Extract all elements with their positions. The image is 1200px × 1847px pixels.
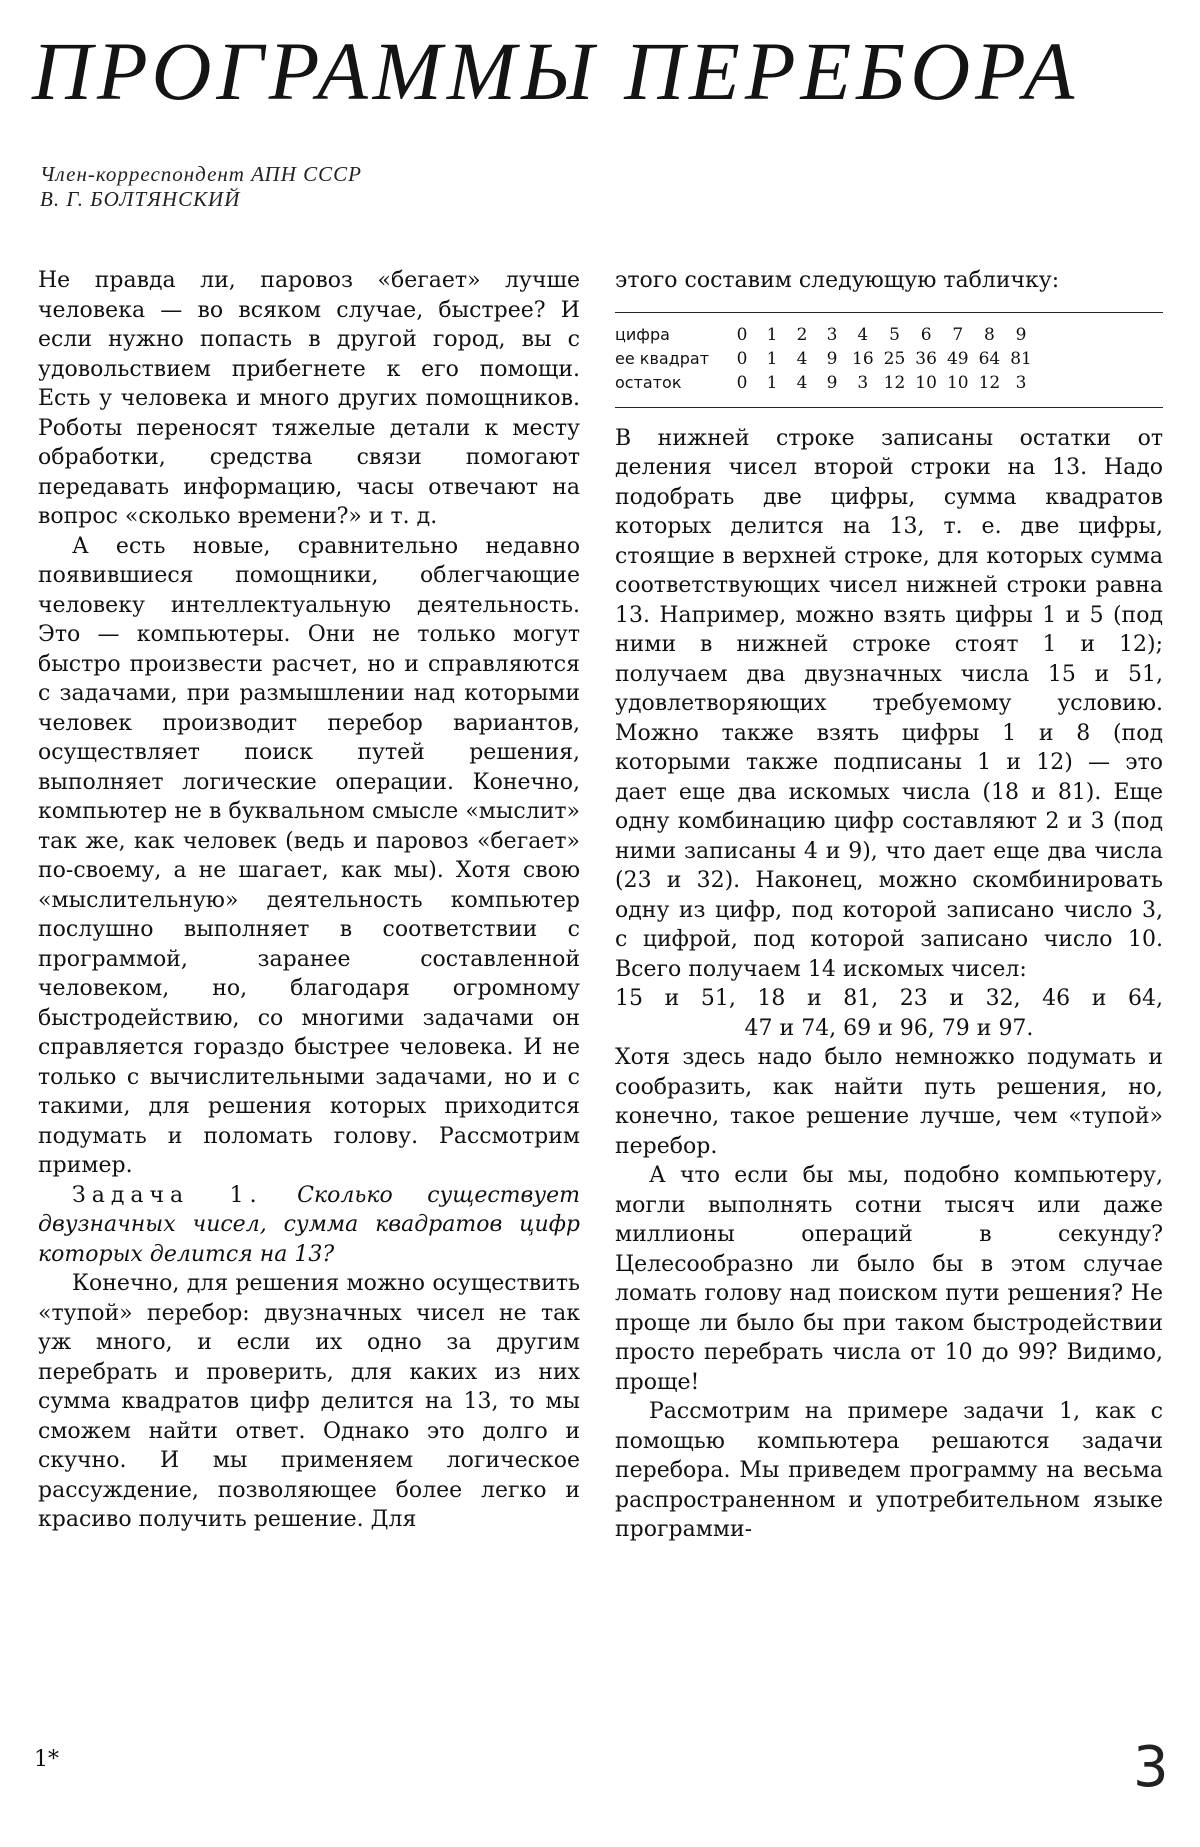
table-intro: этого составим следующую табличку: [615,268,1060,293]
right-column [615,266,1163,1545]
author-position: Член-корреспондент АПН СССР [40,162,362,186]
table-cell: 64 [978,348,1001,369]
table-cell: 8 [983,324,995,345]
digits-table [615,323,1037,395]
table-cell: 5 [889,324,900,345]
table-cell: 0 [736,348,748,369]
table-cell: 6 [920,324,932,345]
task-label: Задача 1. [72,1182,263,1208]
answers-line-1: 15 и 51, 18 и 81, 23 и 32, 46 и 64, [615,986,1163,1011]
paragraph-program: Рассмотрим на примере задачи 1, как с помощью компьютера решаются задачи перебора. Мы приведем программу на весьма распространенном и употребительном языке программи- [615,1399,1163,1542]
table-cell: 16 [852,348,874,369]
paragraph-brute-force: Конечно, для решения можно осуществить «тупой» перебор: двузначных чисел не так уж много, и если их одно за другим перебрать и проверить, для каких из них сумма квадратов цифр делится на 13, то мы сможем найти ответ. Однако это долго и скучно. И мы применяем логическое рассуждение, позволяющее более легко и красиво получить решение. Для [38,1271,580,1532]
table-cell: 9 [826,372,838,393]
page-number: 3 [1133,1735,1169,1800]
signature-mark: 1* [34,1747,59,1772]
article-title: ПРОГРАММЫ ПЕРЕБОРА [32,25,1080,117]
row-label: ее квадрат [615,348,710,368]
paragraph-fast-computer: А что если бы мы, подобно компьютеру, могли выполнять сотни тысяч или даже миллионы операций в секунду? Целесообразно ли было бы в этом случае ломать голову над поиском пути решения? Не проще ли было бы при таком быстродействии просто перебрать числа от 10 до 99? Видимо, проще! [615,1163,1163,1395]
paragraph-intro: Не правда ли, паровоз «бегает» лучше человека — во всяком случае, быстрее? И если нужно попасть в другой город, вы с удовольствием прибегнете к его помощи. Есть у человека и много других помощников. Роботы переносят тяжелые детали к месту обработки, средства связи помогают передавать информацию, часы отвечают на вопрос «сколько времени?» и т. д. [38,268,580,529]
table-cell: 7 [952,324,964,345]
table-cell: 3 [826,324,838,345]
table-row [615,323,1037,347]
table-cell: 49 [946,348,969,369]
row-label: цифра [615,324,670,344]
table-cell: 12 [978,372,1001,393]
table-cell: 1 [766,348,778,369]
table-cell: 1 [766,372,778,393]
table-cell: 0 [736,372,748,393]
table-cell: 10 [915,372,937,393]
table-row [615,347,1037,371]
task-statement [38,1181,580,1270]
row-label: остаток [615,372,682,392]
table-bottom-rule [615,407,1163,408]
author-block [40,162,362,212]
answers-line-2: 47 и 74, 69 и 96, 79 и 97. [744,1015,1034,1041]
table-cell: 12 [883,372,906,393]
paragraph-reflection: Хотя здесь надо было немножко подумать и сообразить, как найти путь решения, но, конечно, такое решение лучше, чем «тупой» перебор. [615,1045,1163,1159]
table-cell: 4 [796,348,808,369]
paragraph-computers: А есть новые, сравнительно недавно появившиеся помощники, облегчающие человеку интеллектуальную деятельность. Это — компьютеры. Они не только могут быстро произвести расчет, но и справляются с задачами, при размышлении над которыми человек производит перебор вариантов, осуществляет поиск путей решения, выполняет логические операции. Конечно, компьютер не в буквальном смысле «мыслит» так же, как человек (ведь и паровоз «бегает» по-своему, а не шагает, как мы). Хотя свою «мыслительную» деятельность компьютер послушно выполняет в соответствии с программой, заранее составленной человеком, но, благодаря огромному быстродействию, со многими задачами он справляется гораздо быстрее человека. И не только с вычислительными задачами, но и с такими, для решения которых приходится подумать и поломать голову. Рассмотрим пример. [38,533,580,1178]
table-cell: 3 [1015,372,1027,393]
table-cell: 36 [915,348,937,369]
table-top-rule [615,312,1163,313]
table-cell: 10 [946,372,969,393]
table-cell: 3 [857,372,869,393]
table-cell: 1 [766,324,778,345]
author-name: В. Г. БОЛТЯНСКИЙ [40,187,241,211]
table-row [615,371,1037,395]
table-cell: 0 [736,324,748,345]
table-cell: 2 [796,324,808,345]
table-cell: 81 [1010,348,1032,369]
table-cell: 9 [1015,324,1027,345]
left-column [38,266,580,1535]
table-cell: 4 [857,324,869,345]
table-cell: 9 [826,348,838,369]
table-cell: 25 [883,348,906,369]
task-text: Сколько существует двузначных чисел, сумма квадратов цифр которых делится на 13? [38,1182,580,1267]
paragraph-remainders: В нижней строке записаны остатки от деления чисел второй строки на 13. Надо подобрать две цифры, сумма квадратов которых делится на 13, т. е. две цифры, стоящие в верхней строке, для которых сумма соответствующих чисел нижней строки равна 13. Например, можно взять цифры 1 и 5 (под ними в нижней строке стоят 1 и 12); получаем два двузначных числа 15 и 51, удовлетворяющих требуемому условию. Можно также взять цифры 1 и 8 (под которыми также подписаны 1 и 12) — это дает еще два искомых числа (18 и 81). Еще одну комбинацию цифр составляют 2 и 3 (под ними записаны 4 и 9), что дает еще два числа (23 и 32). Наконец, можно скомбинировать одну из цифр, под которой записано число 3, с цифрой, под которой записано число 10. Всего получаем 14 искомых чисел: [615,425,1163,982]
table-cell: 4 [796,372,808,393]
